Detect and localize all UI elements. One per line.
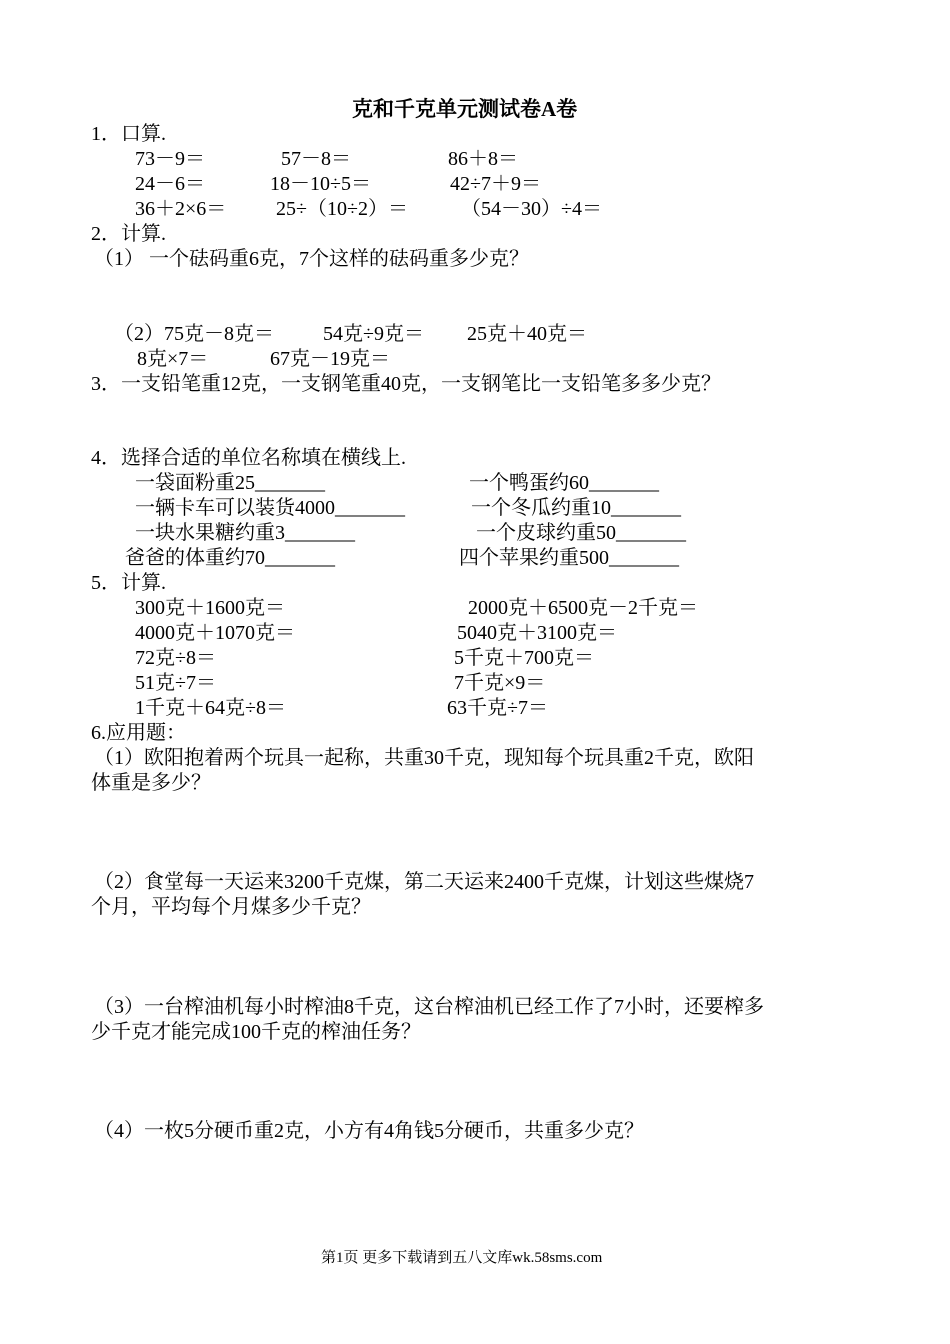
q6-problem-4: （4）一枚5分硬币重2克，小方有4角钱5分硬币，共重多少克？ (94, 1120, 644, 1142)
q5-item: 7千克×9＝ (454, 672, 546, 694)
q2-item: 67克－19克＝ (270, 348, 390, 370)
q3-text: 3．一支铅笔重12克，一支钢笔重40克，一支钢笔比一支铅笔多多少克？ (91, 373, 721, 395)
q4-item: 一块水果糖约重3_______ (135, 522, 355, 544)
q2-item: 25克＋40克＝ (467, 323, 587, 345)
q4-item: 四个苹果约重500_______ (459, 547, 679, 569)
q2-item: 8克×7＝ (137, 348, 209, 370)
page-footer: 第1页 更多下载请到五八文库wk.58sms.com (321, 1250, 603, 1266)
q6-problem-1-cont: 体重是多少？ (91, 772, 211, 794)
q4-heading: 4．选择合适的单位名称填在横线上. (91, 447, 406, 469)
q1-item: 42÷7＋9＝ (450, 173, 541, 195)
q1-item: （54－30）÷4＝ (461, 198, 602, 220)
q6-problem-3-cont: 少千克才能完成100千克的榨油任务？ (91, 1021, 421, 1043)
q4-item: 一袋面粉重25_______ (135, 472, 325, 494)
q4-item: 一个皮球约重50_______ (476, 522, 686, 544)
q2-item: 54克÷9克＝ (323, 323, 424, 345)
q1-item: 36＋2×6＝ (135, 198, 227, 220)
q5-item: 1千克＋64克÷8＝ (135, 697, 286, 719)
q1-item: 18－10÷5＝ (270, 173, 371, 195)
q2-heading: 2．计算. (91, 223, 166, 245)
q2-problem-1: （1） 一个砝码重6克，7个这样的砝码重多少克？ (94, 248, 529, 270)
q6-problem-1: （1）欧阳抱着两个玩具一起称，共重30千克，现知每个玩具重2千克，欧阳 (94, 747, 754, 769)
q6-problem-3: （3）一台榨油机每小时榨油8千克，这台榨油机已经工作了7小时，还要榨多 (94, 996, 764, 1018)
q1-heading: 1．口算. (91, 123, 166, 145)
q5-item: 2000克＋6500克－2千克＝ (468, 597, 698, 619)
q4-item: 一个鸭蛋约60_______ (469, 472, 659, 494)
q6-heading: 6.应用题： (91, 722, 186, 744)
q1-item: 24－6＝ (135, 173, 205, 195)
q6-problem-2-cont: 个月，平均每个月煤多少千克？ (91, 896, 371, 918)
q4-item: 一个冬瓜约重10_______ (471, 497, 681, 519)
q5-item: 51克÷7＝ (135, 672, 216, 694)
q5-item: 300克＋1600克＝ (135, 597, 285, 619)
q5-item: 4000克＋1070克＝ (135, 622, 295, 644)
q4-item: 一辆卡车可以装货4000_______ (135, 497, 405, 519)
q5-item: 5040克＋3100克＝ (457, 622, 617, 644)
q1-item: 57－8＝ (281, 148, 351, 170)
q5-heading: 5．计算. (91, 572, 166, 594)
q5-item: 5千克＋700克＝ (454, 647, 594, 669)
q1-item: 73－9＝ (135, 148, 205, 170)
q2-item: （2）75克－8克＝ (114, 323, 274, 345)
q5-item: 72克÷8＝ (135, 647, 216, 669)
q1-item: 25÷（10÷2）＝ (276, 198, 408, 220)
page-title: 克和千克单元测试卷A卷 (352, 97, 578, 121)
q5-item: 63千克÷7＝ (447, 697, 548, 719)
q1-item: 86＋8＝ (448, 148, 518, 170)
q4-item: 爸爸的体重约70_______ (125, 547, 335, 569)
q6-problem-2: （2）食堂每一天运来3200千克煤，第二天运来2400千克煤，计划这些煤烧7 (94, 871, 754, 893)
